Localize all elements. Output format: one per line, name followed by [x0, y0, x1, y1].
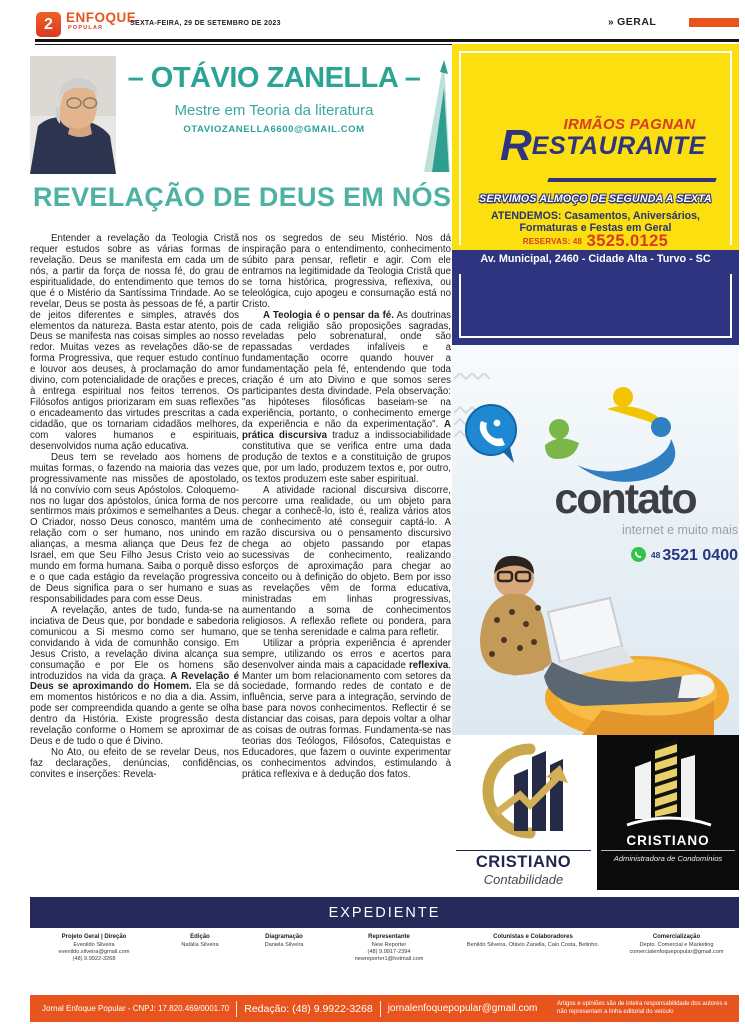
footer-cnpj: Jornal Enfoque Popular - CNPJ: 17.820.469/0001.70 — [42, 1004, 230, 1013]
article-paragraph: nos os segredos de seu Mistério. Nos dá inspiração para o entendimento, conhecimento súbito para pensar, refletir e agir. Com ele entramos na legitimidade da Teologia Cristã que se torna histórica, progressiva, reflexiva, ou teleológica, cujo apogeu e consumação está no Cristo. — [242, 233, 451, 310]
expediente-column — [242, 934, 326, 990]
expediente-column — [614, 934, 739, 990]
ad-contato — [452, 345, 739, 735]
ad-restaurante — [452, 44, 739, 345]
contabilidade-subtitle: Contabilidade — [483, 872, 564, 887]
phone-bubble-icon — [464, 403, 522, 467]
expediente-column-heading: Edição — [190, 934, 210, 940]
man-with-laptop-photo — [452, 550, 739, 735]
footer-email: jornalenfoquepopular@gmail.com — [387, 1003, 538, 1014]
section-label: » GERAL — [608, 16, 657, 28]
expediente-column — [452, 934, 614, 990]
expediente-column-line: Depto. Comercial e Marketing — [639, 942, 714, 948]
expediente-column-line: (48) 9.9922-3268 — [72, 956, 116, 962]
restaurante-services-1: ATENDEMOS: Casamentos, Aniversários, — [491, 210, 700, 222]
expediente-column-line: Evenildo Silveira — [73, 942, 115, 948]
section-accent-bar — [689, 18, 739, 27]
expediente-column-line: evenildo.silveira@gmail.com — [58, 949, 130, 955]
expediente-column-line: Daniela Silveira — [264, 942, 304, 948]
condominios-name: CRISTIANO — [601, 833, 735, 851]
article-paragraph: A Teologia é o pensar da fé. As doutrinas de cada religião são proposições sagradas, reveladas pelo sobrenatural, onde são repassadas verdades infalíveis e a fundamentação ocorre quando houver a fundamentação pela fé, entendendo que toda criação é um ato Divino e que somos seres participantes desta divindade. Pela observação: "as hipóteses filosóficas baseiam-se na experiência, portanto, o conhecimento emerge da experiência e não da experimentação". A prática discursiva traduz a indissociabilidade constitutiva que se verifica entre uma dada produção de textos e a constituição de grupos que, por um lado, produzem textos e, por outro, os textos produzem este saber espiritual. — [242, 309, 452, 485]
people-swoosh-icon — [537, 387, 702, 482]
restaurante-address: Av. Municipal, 2460 - Cidade Alta - Turvo - SC — [452, 250, 739, 268]
sail-icon — [422, 60, 450, 172]
author-photo — [30, 56, 116, 174]
page-number-badge: 2 — [36, 12, 61, 37]
article-paragraph: A revelação, antes de tudo, funda-se na inciativa de Deus que, por bondade e sabedoria comunicou a Si mesmo como ser humano, convidando à vida de comunhão consigo. Em Jesus Cristo, a revelação divina alcança sua consumação e por Ele os homens são introduzidos na vida da graça. A Revelação é Deus se aproximando do Homem. Ela se dá em momentos históricos e no dia a dia. Assim, pode ser compreendida quando a gente se olha dentro da História. Existe progressão desta revelação conforme o Homem se aproximar de Deus e de tudo o que é Divino. — [30, 604, 239, 748]
restaurante-underline — [547, 178, 716, 182]
newspaper-logo-sub: POPULAR — [68, 25, 104, 31]
expediente-column-line: comercialenfoquepopular@gmail.com — [629, 949, 724, 955]
restaurante-brand: IRMÃOS PAGNAN — [563, 116, 696, 133]
expediente-column-heading: Colunistas e Colaboradores — [493, 934, 573, 940]
contato-tagline: internet e muito mais — [621, 523, 738, 537]
contato-phone: 48 3521 0400 — [552, 547, 738, 565]
newspaper-logo: ENFOQUE — [66, 10, 137, 25]
expediente-title: EXPEDIENTE — [328, 904, 441, 921]
expediente-column-heading: Representante — [368, 934, 410, 940]
article-paragraph: Utilizar a própria experiência é aprender sempre, utilizando os erros e acertos para desenvolver ainda mais a capacidade reflexiva. Manter um bom relacionamento com setores da sociedade, formando redes de contato e de influência, serve para a integração, servindo de base para novos conhecimentos. Reflectir é se distanciar das coisas, para depois voltar a olhar as coisas de outras formas. Fundamenta-se nas teorias dos Teólogos, Filósofos, Catequistas e Educadores, que fazem o ouvinte experimentar os conhecimentos advindos, estimulando à prática reflexiva e à dedução dos fatos. — [242, 637, 451, 780]
expediente-column-line: Benildo Silveira, Otávio Zanella, Caio Costa, Betinho. — [466, 942, 600, 948]
article-paragraph: A atividade racional discursiva discorre, percorre uma realidade, ou um objeto para chegar a conhecê-lo, isto é, realiza vários atos de conhecimento até conseguir captá-lo. A razão discursiva ou o pensamento discursivo chega ao objeto passando por etapas sucessivas de conhecimento, realizando esforços de aproximação para chegar ao conceito ou à definição do objeto. Bem por isso as revelações vêm de forma educativa, ministradas em linhas progressivas, aumentando a soma de conhecimentos religiosos. A reflexão reflete ou pondera, para que se tenha serenidade e calma para refletir. — [242, 484, 451, 638]
footer-separator — [236, 1001, 237, 1017]
expediente-column-heading: Comercialização — [652, 934, 701, 940]
article-column-1 — [30, 234, 239, 781]
condominios-subtitle: Administradora de Condomínios — [613, 854, 723, 863]
expediente-column — [158, 934, 242, 990]
bar-chart-arrow-icon — [470, 739, 578, 847]
ad-cristiano-condominios — [597, 735, 739, 890]
article-title: REVELAÇÃO DE DEUS EM NÓS — [33, 182, 452, 212]
restaurante-services-2: Formaturas e Festas em Geral — [519, 222, 672, 234]
restaurante-navy-frame — [459, 274, 732, 338]
restaurante-navy-panel — [452, 268, 739, 345]
expediente-column-line: (48) 9.9917-2394 — [367, 949, 411, 955]
article-column-2 — [242, 234, 451, 781]
chevrons-right-icon: » — [608, 17, 615, 28]
expediente-column — [30, 934, 158, 990]
restaurante-reservas: RESERVAS: 48 3525.0125 — [522, 232, 669, 250]
footer-separator — [380, 1001, 381, 1017]
buildings-icon — [625, 737, 713, 833]
contato-wordmark: contato — [554, 475, 696, 523]
restaurante-name: RESTAURANTE — [500, 121, 706, 170]
article-paragraph: No Ato, ou efeito de se revelar Deus, nos faz declarações, denúncias, confidências, convites e inserções: Revela- — [30, 747, 239, 780]
contabilidade-name: CRISTIANO — [456, 850, 591, 872]
author-name: – OTÁVIO ZANELLA – — [127, 62, 421, 94]
footer-bar — [30, 995, 739, 1022]
author-email: OTAVIOZANELLA6600@GMAIL.COM — [183, 124, 365, 135]
article-paragraph: Deus tem se revelado aos homens de muitas formas, o fazendo na maioria das vezes progressivamente nas missões de apostolado, lá no convívio com seus Apóstolos. Coloquemo-nos no lugar dos apóstolos, única forma de nos sentirmos mais próximos e semelhantes a Deus. O Criador, nosso Deus conosco, mantém uma relação com o ser humano, nos unindo em alianças, a mesma aliança que Deus fez de Israel, em que Seu Filho Jesus Cristo veio ao mundo em forma humana. Saiba o porquê disso e o que cada estágio da revelação progressiva de Deus significa para o ser humano e suas responsabilidades para com esse Deus. — [30, 451, 239, 605]
expediente-column — [326, 934, 452, 990]
footer-left — [42, 1001, 537, 1017]
expediente-column-line: Natália Silveira — [181, 942, 219, 948]
expediente-column-line: newreporter1@hotmail.com — [354, 956, 424, 962]
expediente-column-heading: Diagramação — [265, 934, 303, 940]
restaurante-tagline: SERVIMOS ALMOÇO DE SEGUNDA A SEXTA — [479, 193, 712, 205]
author-title: Mestre em Teoria da literatura — [174, 102, 374, 119]
edition-date: SEXTA-FEIRA, 29 DE SETEMBRO DE 2023 — [130, 20, 281, 27]
footer-disclaimer: Artigos e opiniões são de inteira responsabilidade dos autores e não representam a linha editorial do veículo — [557, 1001, 728, 1015]
expediente-columns — [30, 934, 739, 990]
header-rule-thick — [35, 39, 739, 42]
expediente-bar — [30, 897, 739, 928]
footer-redacao: Redação: (48) 9.9922-3268 — [244, 1002, 373, 1015]
expediente-column-heading: Projeto Geral | Direção — [61, 934, 127, 940]
article-paragraph: Entender a revelação da Teologia Cristã requer estudos sobre as várias formas de revelação. Deus se manifesta em cada um de nós, a partir da força de nossa fé, do grau de espiritualidade, do entendimento que temos do que é o Mistério da Santíssima Trindade. Ao se revelar, Deus se posta às pessoas de fé, a partir de jeitos diferentes e simples, através dos elementos da natureza. Basta estar atento, pois Deus se manifesta nas coisas simples ao nosso redor. Muitas vezes as revelações dão-se de forma Progressiva, que requer estudo contínuo e louvor aos deuses, à proclamação do amor divino, com potencialidade de orações e preces, à entrega espiritual nos feitos terrenos. Os Filósofos antigos priorizaram em suas reflexões o encadeamento das virtudes prescritas a cada cidadão, que os tornariam cidadãos melhores, com valores humanos e espirituais, desenvolvidos numa ação educativa. — [30, 233, 239, 452]
ad-cristiano-contabilidade — [452, 735, 595, 897]
expediente-column-line: New Reporter — [371, 942, 407, 948]
